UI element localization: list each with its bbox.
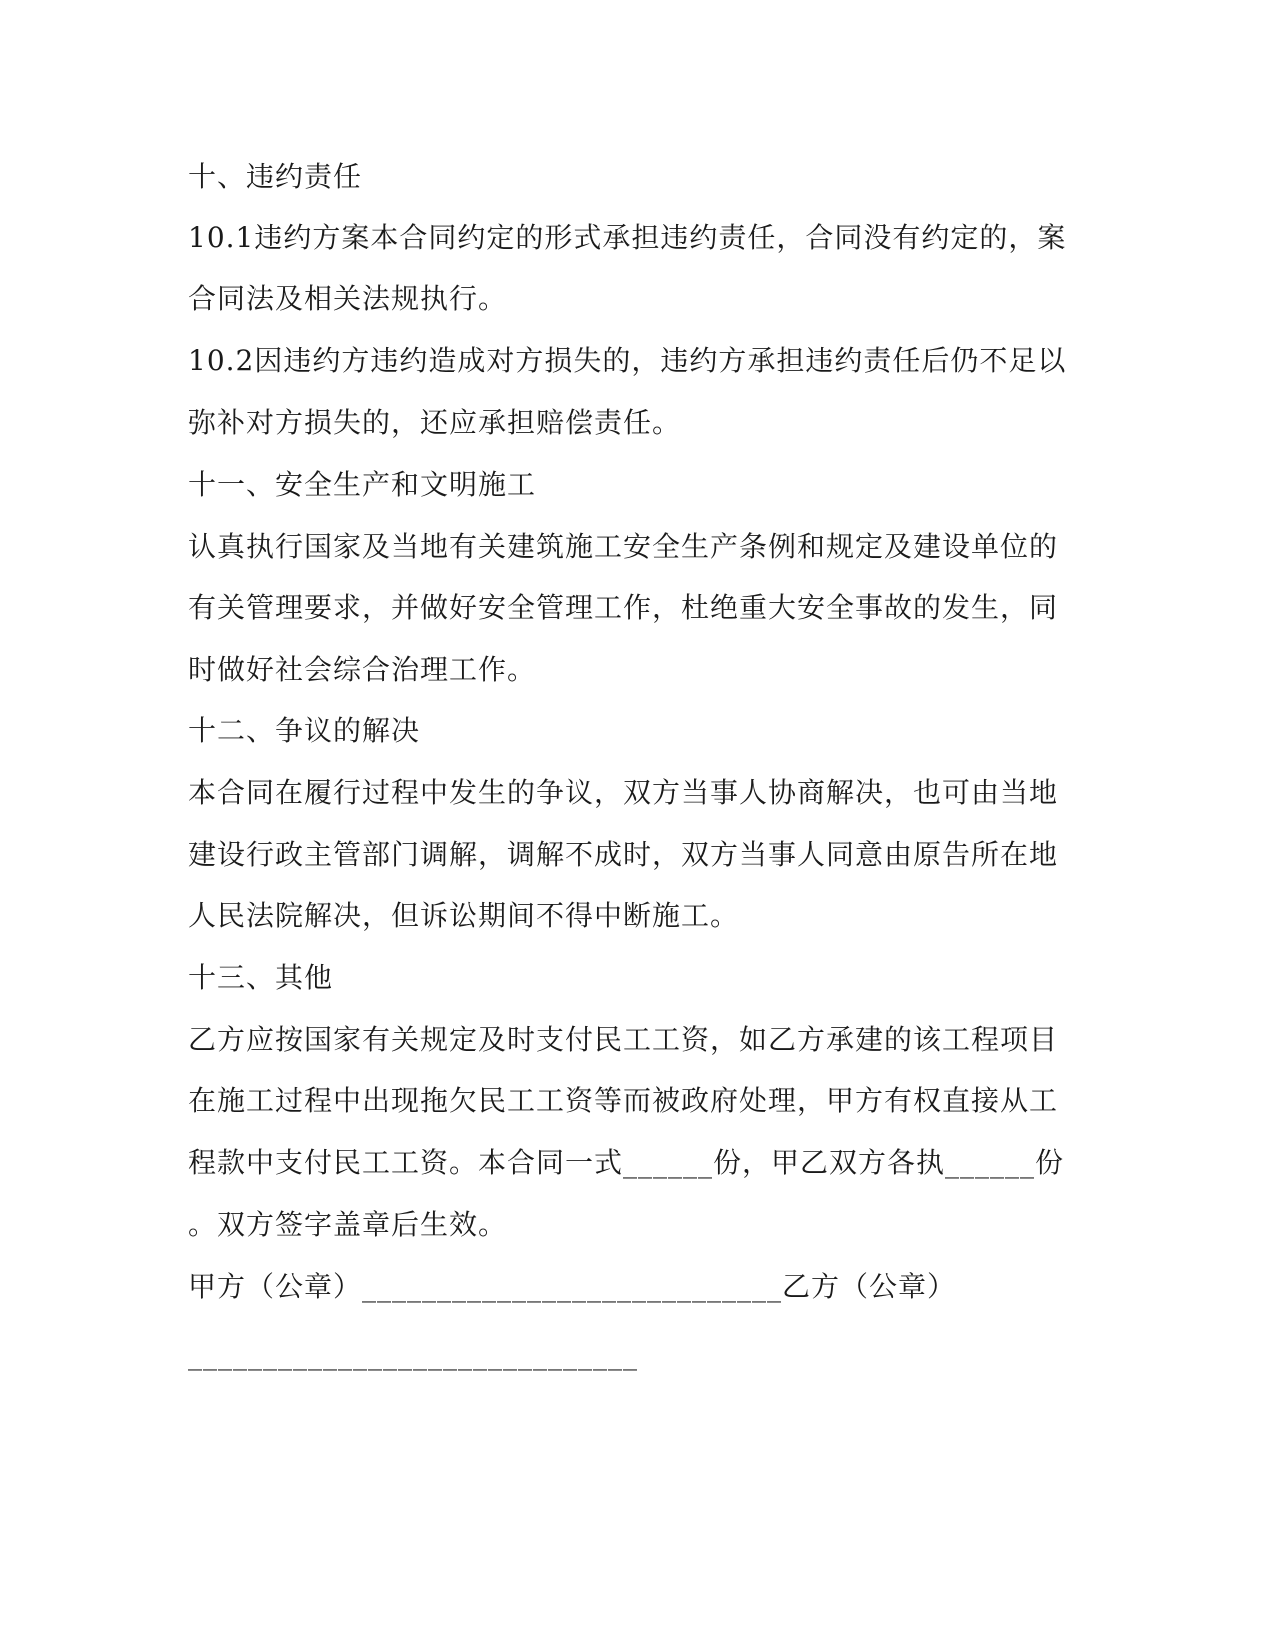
other-paragraph-line-4: 。双方签字盖章后生效。 — [188, 1208, 508, 1241]
signature-line: 甲方（公章）____________________________乙方（公章） — [188, 1270, 957, 1303]
section-heading-12: 十二、争议的解决 — [188, 714, 421, 747]
clause-10-1-line-2: 合同法及相关法规执行。 — [188, 282, 508, 315]
other-paragraph-line-3: 程款中支付民工工资。本合同一式______份，甲乙双方各执______份 — [188, 1146, 1065, 1179]
other-paragraph-line-2: 在施工过程中出现拖欠民工工资等而被政府处理，甲方有权直接从工 — [188, 1084, 1059, 1117]
dispute-paragraph-line-3: 人民法院解决，但诉讼期间不得中断施工。 — [188, 899, 740, 932]
dispute-paragraph-line-1: 本合同在履行过程中发生的争议，双方当事人协商解决，也可由当地 — [188, 776, 1059, 809]
clause-10-1-line-1: 10.1违约方案本合同约定的形式承担违约责任，合同没有约定的，案 — [188, 221, 1067, 254]
dispute-paragraph-line-2: 建设行政主管部门调解，调解不成时，双方当事人同意由原告所在地 — [188, 838, 1059, 871]
section-heading-10: 十、违约责任 — [188, 160, 363, 193]
safety-paragraph-line-2: 有关管理要求，并做好安全管理工作，杜绝重大安全事故的发生，同 — [188, 591, 1059, 624]
section-heading-13: 十三、其他 — [188, 961, 334, 994]
clause-10-2-line-1: 10.2因违约方违约造成对方损失的，违约方承担违约责任后仍不足以 — [188, 344, 1067, 377]
safety-paragraph-line-3: 时做好社会综合治理工作。 — [188, 653, 537, 686]
section-heading-11: 十一、安全生产和文明施工 — [188, 468, 537, 501]
clause-10-2-line-2: 弥补对方损失的，还应承担赔偿责任。 — [188, 406, 682, 439]
safety-paragraph-line-1: 认真执行国家及当地有关建筑施工安全生产条例和规定及建设单位的 — [188, 530, 1059, 563]
other-paragraph-line-1: 乙方应按国家有关规定及时支付民工工资，如乙方承建的该工程项目 — [188, 1023, 1059, 1056]
signature-blank-line: ______________________________ — [188, 1338, 638, 1371]
